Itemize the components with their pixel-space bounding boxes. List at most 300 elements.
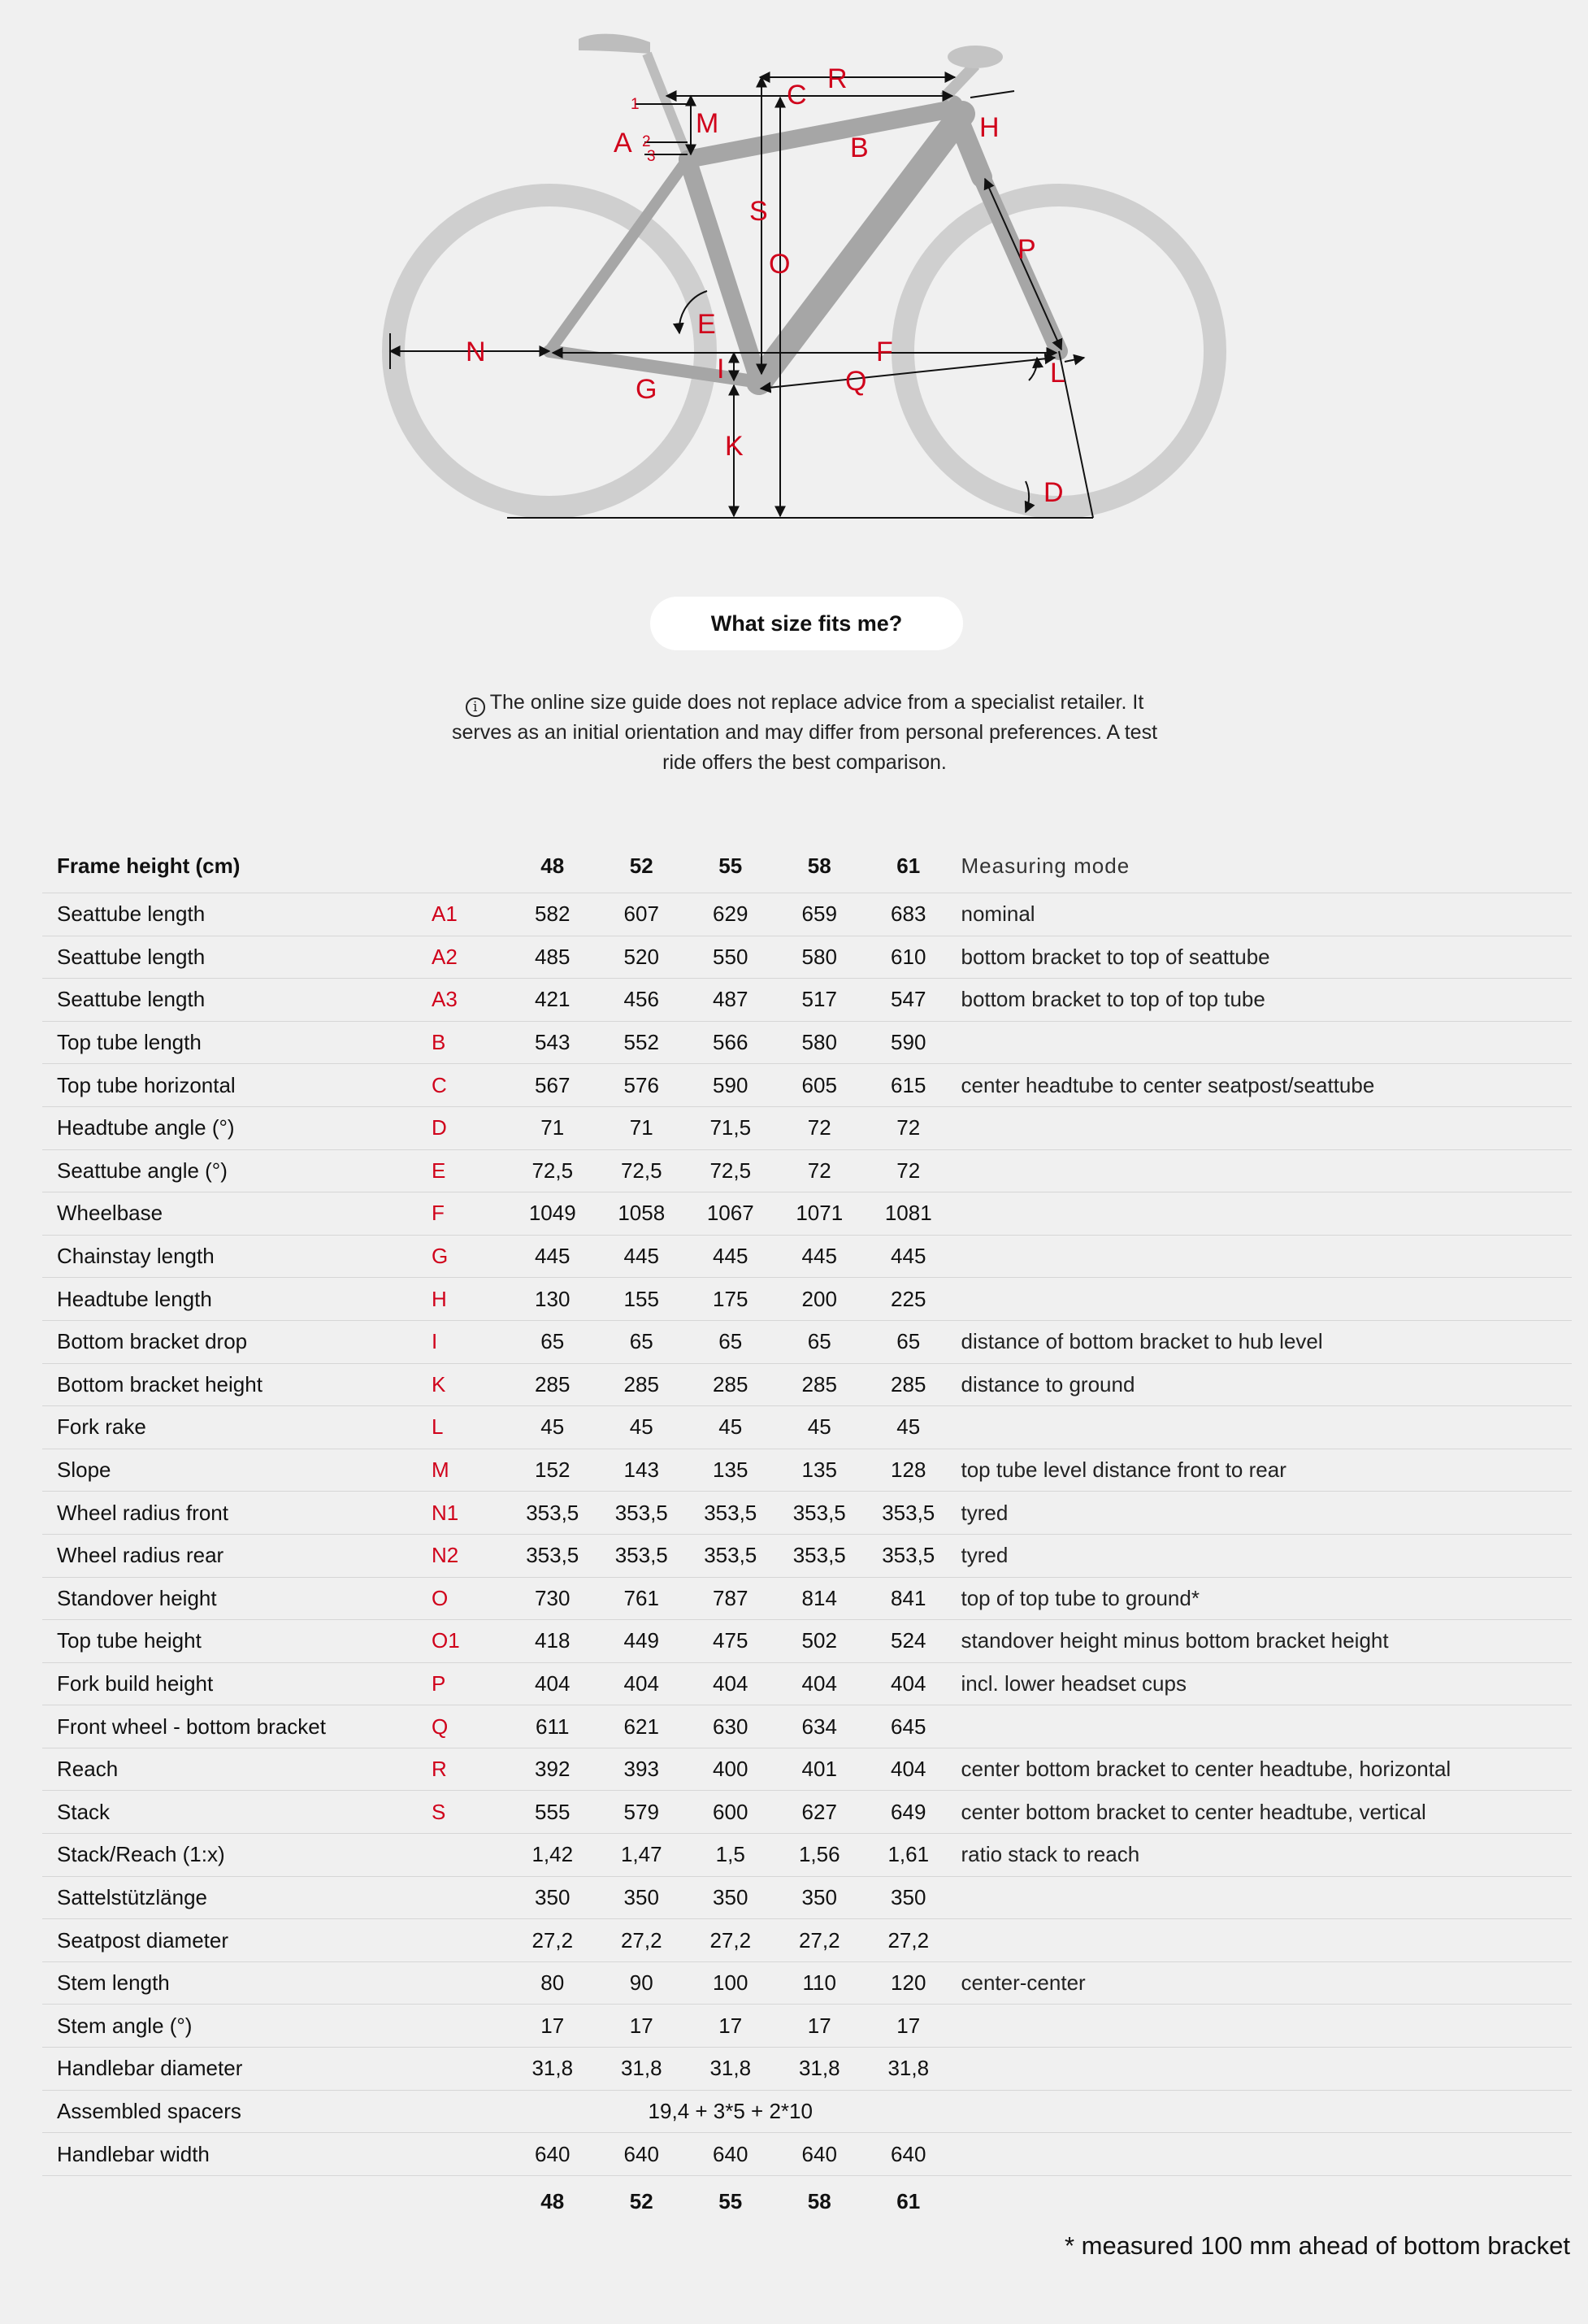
- row-value: 449: [597, 1620, 687, 1663]
- row-measuring-mode: top tube level distance front to rear: [953, 1449, 1573, 1492]
- row-measuring-mode: bottom bracket to top of seattube: [953, 936, 1573, 979]
- table-row: [42, 1492, 1572, 1535]
- row-measuring-mode: [953, 1705, 1573, 1748]
- row-value: 404: [686, 1662, 775, 1705]
- saddle: [579, 34, 650, 54]
- row-value: 353,5: [508, 1534, 597, 1577]
- row-value: 353,5: [775, 1534, 865, 1577]
- row-value: 31,8: [686, 2048, 775, 2091]
- row-name: Fork rake: [42, 1406, 432, 1449]
- label-L: L: [1050, 358, 1065, 389]
- table-row: [42, 1363, 1572, 1406]
- row-code: B: [432, 1021, 508, 1064]
- row-value: 1081: [864, 1192, 953, 1236]
- row-value: 285: [775, 1363, 865, 1406]
- row-value: 640: [775, 2133, 865, 2176]
- label-E: E: [697, 309, 716, 340]
- row-value: 45: [686, 1406, 775, 1449]
- row-name: Wheel radius rear: [42, 1534, 432, 1577]
- label-F: F: [876, 337, 893, 367]
- size-header-61: 61: [864, 839, 953, 893]
- row-value: 27,2: [686, 1919, 775, 1962]
- row-value: 566: [686, 1021, 775, 1064]
- table-row: [42, 1064, 1572, 1107]
- row-code: M: [432, 1449, 508, 1492]
- row-code: [432, 2133, 508, 2176]
- row-measuring-mode: top of top tube to ground*: [953, 1577, 1573, 1620]
- row-measuring-mode: center headtube to center seatpost/seattube: [953, 1064, 1573, 1107]
- row-code: [432, 1961, 508, 2005]
- row-name: Headtube angle (°): [42, 1106, 432, 1149]
- row-value: 404: [775, 1662, 865, 1705]
- row-value: 640: [686, 2133, 775, 2176]
- size-header-58: 58: [775, 839, 865, 893]
- row-value: 27,2: [775, 1919, 865, 1962]
- row-measuring-mode: bottom bracket to top of top tube: [953, 979, 1573, 1022]
- row-value: 285: [597, 1363, 687, 1406]
- row-value: 31,8: [597, 2048, 687, 2091]
- row-code: [432, 1834, 508, 1877]
- row-value: 353,5: [775, 1492, 865, 1535]
- row-value: 135: [775, 1449, 865, 1492]
- row-name: Front wheel - bottom bracket: [42, 1705, 432, 1748]
- row-measuring-mode: ratio stack to reach: [953, 1834, 1573, 1877]
- row-code: F: [432, 1192, 508, 1236]
- row-value: 1,61: [864, 1834, 953, 1877]
- row-value: 487: [686, 979, 775, 1022]
- row-value: 418: [508, 1620, 597, 1663]
- row-value: 350: [864, 1876, 953, 1919]
- size-header-48: 48: [508, 839, 597, 893]
- row-measuring-mode: center bottom bracket to center headtube, horizontal: [953, 1748, 1573, 1791]
- row-value: 45: [864, 1406, 953, 1449]
- row-name: Standover height: [42, 1577, 432, 1620]
- table-row: [42, 1449, 1572, 1492]
- label-B: B: [850, 132, 869, 163]
- label-A1: 1: [631, 96, 640, 113]
- row-value: 590: [686, 1064, 775, 1107]
- row-value: 155: [597, 1278, 687, 1321]
- row-value: 659: [775, 893, 865, 936]
- row-name: Seattube length: [42, 893, 432, 936]
- size-footer-58: 58: [807, 2189, 831, 2214]
- label-K: K: [725, 431, 744, 462]
- row-value: 80: [508, 1961, 597, 2005]
- row-value: 645: [864, 1705, 953, 1748]
- row-code: [432, 2090, 508, 2133]
- row-value: 404: [508, 1662, 597, 1705]
- row-value: 72,5: [508, 1149, 597, 1192]
- row-measuring-mode: [953, 1235, 1573, 1278]
- row-measuring-mode: center-center: [953, 1961, 1573, 2005]
- table-row: [42, 1791, 1572, 1834]
- what-size-fits-me-button[interactable]: What size fits me?: [650, 597, 963, 650]
- row-measuring-mode: [953, 2133, 1573, 2176]
- size-footer-61: 61: [896, 2189, 921, 2214]
- table-row: [42, 1834, 1572, 1877]
- handlebar: [948, 46, 1003, 68]
- label-P: P: [1017, 234, 1036, 265]
- row-value: 65: [775, 1320, 865, 1363]
- row-value: 31,8: [508, 2048, 597, 2091]
- row-value: 1058: [597, 1192, 687, 1236]
- label-A3: 3: [647, 148, 656, 165]
- row-value: 524: [864, 1620, 953, 1663]
- row-value: 353,5: [597, 1534, 687, 1577]
- row-value: 576: [597, 1064, 687, 1107]
- row-value: 1049: [508, 1192, 597, 1236]
- row-name: Top tube length: [42, 1021, 432, 1064]
- row-value: 31,8: [864, 2048, 953, 2091]
- row-value: 1,42: [508, 1834, 597, 1877]
- row-value: 200: [775, 1278, 865, 1321]
- row-measuring-mode: distance of bottom bracket to hub level: [953, 1320, 1573, 1363]
- table-row: [42, 979, 1572, 1022]
- label-G: G: [636, 374, 657, 405]
- row-measuring-mode: [953, 1106, 1573, 1149]
- table-header-row: [42, 839, 1572, 893]
- row-code: [432, 1876, 508, 1919]
- row-code: O: [432, 1577, 508, 1620]
- row-value: 730: [508, 1577, 597, 1620]
- row-code: A1: [432, 893, 508, 936]
- row-name: Bottom bracket drop: [42, 1320, 432, 1363]
- row-value: 350: [775, 1876, 865, 1919]
- table-row: [42, 1021, 1572, 1064]
- row-value: 445: [597, 1235, 687, 1278]
- row-value: 353,5: [864, 1492, 953, 1535]
- row-name: Wheelbase: [42, 1192, 432, 1236]
- row-name: Seattube length: [42, 936, 432, 979]
- row-code: A3: [432, 979, 508, 1022]
- row-value: 552: [597, 1021, 687, 1064]
- size-header-52: 52: [597, 839, 687, 893]
- row-value: 17: [775, 2005, 865, 2048]
- row-name: Fork build height: [42, 1662, 432, 1705]
- row-value: 31,8: [775, 2048, 865, 2091]
- label-M: M: [696, 108, 719, 139]
- row-value: 567: [508, 1064, 597, 1107]
- table-row: [42, 1961, 1572, 2005]
- row-value: 555: [508, 1791, 597, 1834]
- size-footer-55: 55: [718, 2189, 743, 2214]
- row-measuring-mode: [953, 1192, 1573, 1236]
- row-value: 350: [686, 1876, 775, 1919]
- table-row: [42, 2090, 1572, 2133]
- label-I: I: [717, 354, 725, 384]
- row-value: 683: [864, 893, 953, 936]
- row-value: 71: [508, 1106, 597, 1149]
- row-name: Stem length: [42, 1961, 432, 2005]
- row-value: 445: [775, 1235, 865, 1278]
- row-value: 1,47: [597, 1834, 687, 1877]
- row-value: 640: [597, 2133, 687, 2176]
- row-code: L: [432, 1406, 508, 1449]
- row-value: 175: [686, 1278, 775, 1321]
- row-code: I: [432, 1320, 508, 1363]
- row-value: 814: [775, 1577, 865, 1620]
- size-guide-notice: [439, 688, 1170, 778]
- row-code: [432, 1919, 508, 1962]
- table-footer-row: [42, 2175, 1572, 2228]
- row-value: 110: [775, 1961, 865, 2005]
- row-measuring-mode: nominal: [953, 893, 1573, 936]
- row-value: 72: [775, 1106, 865, 1149]
- row-value: 649: [864, 1791, 953, 1834]
- geometry-table: [42, 839, 1572, 2228]
- row-value: 517: [775, 979, 865, 1022]
- row-value: 45: [775, 1406, 865, 1449]
- row-measuring-mode: [953, 1919, 1573, 1962]
- row-value: 120: [864, 1961, 953, 2005]
- row-measuring-mode: standover height minus bottom bracket height: [953, 1620, 1573, 1663]
- row-value: 152: [508, 1449, 597, 1492]
- row-value: 401: [775, 1748, 865, 1791]
- row-value: 285: [508, 1363, 597, 1406]
- row-value: 65: [597, 1320, 687, 1363]
- row-value: 400: [686, 1748, 775, 1791]
- row-value: 45: [597, 1406, 687, 1449]
- row-name: Reach: [42, 1748, 432, 1791]
- row-measuring-mode: [953, 1278, 1573, 1321]
- row-value: 72,5: [686, 1149, 775, 1192]
- row-value: 350: [508, 1876, 597, 1919]
- row-value: 485: [508, 936, 597, 979]
- row-name: Sattelstützlänge: [42, 1876, 432, 1919]
- row-value: 143: [597, 1449, 687, 1492]
- row-value: 421: [508, 979, 597, 1022]
- row-value: 17: [686, 2005, 775, 2048]
- row-name: Stem angle (°): [42, 2005, 432, 2048]
- table-row: [42, 1748, 1572, 1791]
- row-code: N1: [432, 1492, 508, 1535]
- row-measuring-mode: incl. lower headset cups: [953, 1662, 1573, 1705]
- row-value: 580: [775, 936, 865, 979]
- label-N: N: [466, 337, 486, 367]
- label-C: C: [787, 80, 807, 111]
- row-measuring-mode: [953, 1876, 1573, 1919]
- row-value: 640: [508, 2133, 597, 2176]
- row-code: K: [432, 1363, 508, 1406]
- row-code: [432, 2048, 508, 2091]
- table-row: [42, 893, 1572, 936]
- row-value: 27,2: [864, 1919, 953, 1962]
- row-value: 580: [775, 1021, 865, 1064]
- row-code: R: [432, 1748, 508, 1791]
- row-value: 456: [597, 979, 687, 1022]
- label-A2: 2: [642, 133, 651, 150]
- row-value: 350: [597, 1876, 687, 1919]
- row-value: 392: [508, 1748, 597, 1791]
- row-value: 17: [508, 2005, 597, 2048]
- table-row: [42, 1662, 1572, 1705]
- row-name: Stack: [42, 1791, 432, 1834]
- row-value: 621: [597, 1705, 687, 1748]
- table-row: [42, 2048, 1572, 2091]
- row-value: 90: [597, 1961, 687, 2005]
- stem: [944, 65, 975, 98]
- bike-geometry-diagram: [0, 0, 1588, 536]
- table-row: [42, 1106, 1572, 1149]
- row-value: 600: [686, 1791, 775, 1834]
- row-value: 629: [686, 893, 775, 936]
- row-code: O1: [432, 1620, 508, 1663]
- row-value: 841: [864, 1577, 953, 1620]
- row-name: Slope: [42, 1449, 432, 1492]
- row-code: D: [432, 1106, 508, 1149]
- row-value: 353,5: [686, 1534, 775, 1577]
- row-value: 17: [597, 2005, 687, 2048]
- row-name: Handlebar diameter: [42, 2048, 432, 2091]
- row-measuring-mode: distance to ground: [953, 1363, 1573, 1406]
- row-measuring-mode: [953, 2090, 1573, 2133]
- row-value: 353,5: [864, 1534, 953, 1577]
- row-value: 71: [597, 1106, 687, 1149]
- table-row: [42, 2133, 1572, 2176]
- row-merged-value: 19,4 + 3*5 + 2*10: [508, 2090, 953, 2133]
- table-row: [42, 1278, 1572, 1321]
- row-value: 27,2: [597, 1919, 687, 1962]
- row-value: 353,5: [508, 1492, 597, 1535]
- row-code: S: [432, 1791, 508, 1834]
- table-row: [42, 1320, 1572, 1363]
- row-value: 393: [597, 1748, 687, 1791]
- row-value: 445: [686, 1235, 775, 1278]
- table-row: [42, 1192, 1572, 1236]
- row-measuring-mode: center bottom bracket to center headtube, vertical: [953, 1791, 1573, 1834]
- info-icon: i: [466, 697, 485, 717]
- row-value: 45: [508, 1406, 597, 1449]
- row-value: 135: [686, 1449, 775, 1492]
- table-row: [42, 1149, 1572, 1192]
- footnote: * measured 100 mm ahead of bottom bracket: [1064, 2231, 1570, 2260]
- row-value: 353,5: [597, 1492, 687, 1535]
- table-row: [42, 1620, 1572, 1663]
- row-value: 1071: [775, 1192, 865, 1236]
- row-name: Headtube length: [42, 1278, 432, 1321]
- row-measuring-mode: tyred: [953, 1534, 1573, 1577]
- table-row: [42, 1876, 1572, 1919]
- row-measuring-mode: [953, 1021, 1573, 1064]
- row-code: P: [432, 1662, 508, 1705]
- row-value: 353,5: [686, 1492, 775, 1535]
- row-name: Seatpost diameter: [42, 1919, 432, 1962]
- row-value: 579: [597, 1791, 687, 1834]
- row-measuring-mode: [953, 2048, 1573, 2091]
- row-value: 27,2: [508, 1919, 597, 1962]
- row-value: 582: [508, 893, 597, 936]
- table-row: [42, 1577, 1572, 1620]
- row-name: Wheel radius front: [42, 1492, 432, 1535]
- row-value: 72: [775, 1149, 865, 1192]
- row-value: 128: [864, 1449, 953, 1492]
- row-name: Assembled spacers: [42, 2090, 432, 2133]
- row-code: E: [432, 1149, 508, 1192]
- notice-text: The online size guide does not replace advice from a specialist retailer. It serves as an initial orientation and may differ from personal preferences. A test ride offers the best comparison.: [451, 691, 1158, 774]
- measuring-mode-header: Measuring mode: [953, 839, 1573, 893]
- table-row: [42, 2005, 1572, 2048]
- row-value: 630: [686, 1705, 775, 1748]
- row-value: 605: [775, 1064, 865, 1107]
- row-value: 404: [597, 1662, 687, 1705]
- row-value: 72: [864, 1106, 953, 1149]
- row-value: 285: [864, 1363, 953, 1406]
- label-O: O: [769, 249, 791, 280]
- table-row: [42, 1919, 1572, 1962]
- row-value: 225: [864, 1278, 953, 1321]
- row-code: C: [432, 1064, 508, 1107]
- row-value: 607: [597, 893, 687, 936]
- row-value: 543: [508, 1021, 597, 1064]
- row-value: 547: [864, 979, 953, 1022]
- row-value: 445: [508, 1235, 597, 1278]
- row-value: 1,5: [686, 1834, 775, 1877]
- row-value: 610: [864, 936, 953, 979]
- row-value: 615: [864, 1064, 953, 1107]
- label-Q: Q: [845, 366, 867, 397]
- row-value: 1,56: [775, 1834, 865, 1877]
- row-value: 787: [686, 1577, 775, 1620]
- row-value: 72,5: [597, 1149, 687, 1192]
- row-value: 445: [864, 1235, 953, 1278]
- row-name: Seattube length: [42, 979, 432, 1022]
- row-value: 100: [686, 1961, 775, 2005]
- row-measuring-mode: tyred: [953, 1492, 1573, 1535]
- row-name: Stack/Reach (1:x): [42, 1834, 432, 1877]
- row-value: 611: [508, 1705, 597, 1748]
- row-value: 285: [686, 1363, 775, 1406]
- size-header-55: 55: [686, 839, 775, 893]
- table-row: [42, 936, 1572, 979]
- label-S: S: [749, 196, 768, 227]
- row-value: 761: [597, 1577, 687, 1620]
- row-code: N2: [432, 1534, 508, 1577]
- row-measuring-mode: [953, 1406, 1573, 1449]
- row-measuring-mode: [953, 2005, 1573, 2048]
- row-value: 65: [508, 1320, 597, 1363]
- row-value: 640: [864, 2133, 953, 2176]
- label-D: D: [1043, 477, 1064, 508]
- table-row: [42, 1406, 1572, 1449]
- table-row: [42, 1534, 1572, 1577]
- size-footer-48: 48: [540, 2189, 565, 2214]
- label-H: H: [979, 112, 1000, 143]
- row-value: 634: [775, 1705, 865, 1748]
- row-measuring-mode: [953, 1149, 1573, 1192]
- row-code: A2: [432, 936, 508, 979]
- row-code: G: [432, 1235, 508, 1278]
- row-value: 475: [686, 1620, 775, 1663]
- row-value: 17: [864, 2005, 953, 2048]
- row-value: 627: [775, 1791, 865, 1834]
- row-name: Top tube horizontal: [42, 1064, 432, 1107]
- row-value: 130: [508, 1278, 597, 1321]
- table-body: [42, 893, 1572, 2176]
- row-value: 404: [864, 1662, 953, 1705]
- label-A: A: [614, 128, 632, 159]
- row-code: H: [432, 1278, 508, 1321]
- row-value: 520: [597, 936, 687, 979]
- row-name: Handlebar width: [42, 2133, 432, 2176]
- row-code: [432, 2005, 508, 2048]
- row-value: 65: [686, 1320, 775, 1363]
- row-name: Bottom bracket height: [42, 1363, 432, 1406]
- row-value: 71,5: [686, 1106, 775, 1149]
- row-name: Chainstay length: [42, 1235, 432, 1278]
- row-value: 72: [864, 1149, 953, 1192]
- row-value: 502: [775, 1620, 865, 1663]
- table-row: [42, 1235, 1572, 1278]
